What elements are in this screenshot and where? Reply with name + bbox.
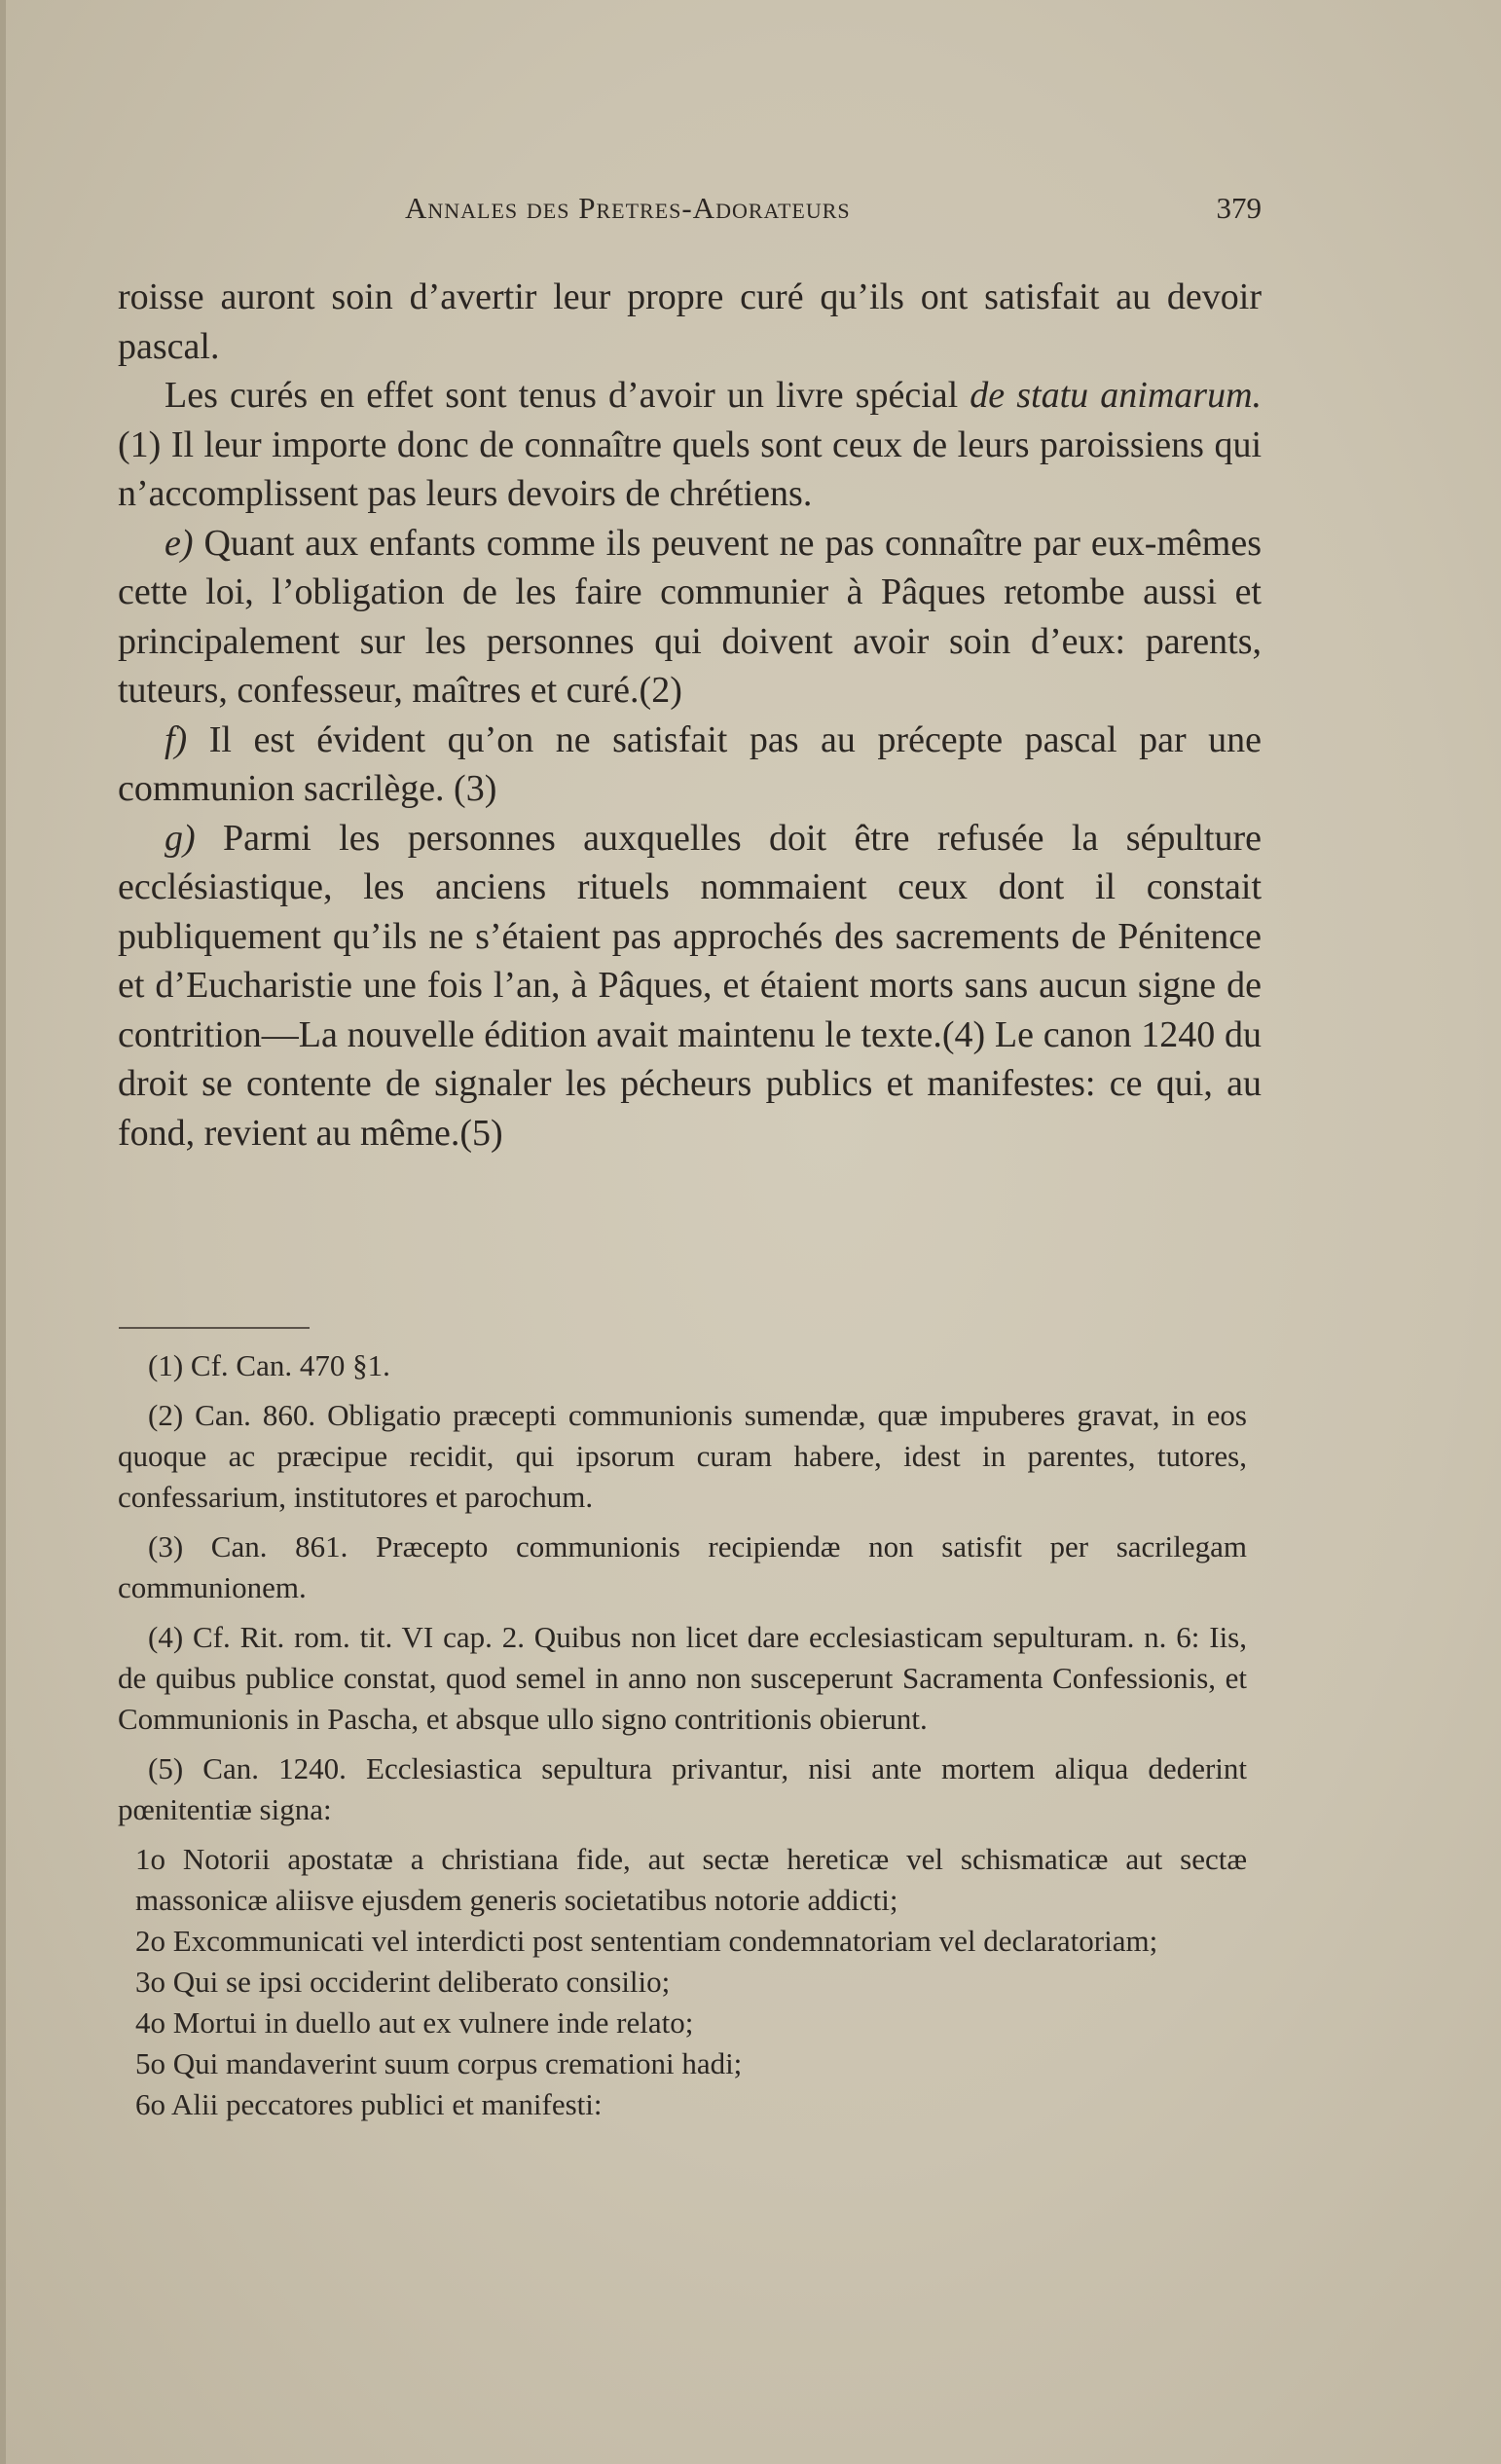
paragraph-text: Les curés en effet sont tenus d’avoir un livre spécial bbox=[165, 375, 970, 416]
paragraph-e bbox=[118, 519, 1262, 716]
footnote-list-item: 5o Qui mandaverint suum corpus cremationi hadi; bbox=[135, 2046, 743, 2080]
footnote-separator bbox=[119, 1327, 310, 1329]
latin-phrase: de statu animarum. bbox=[970, 375, 1263, 416]
footnote-4: (4) Cf. Rit. rom. tit. VI cap. 2. Quibus non licet dare ecclesiasticam sepulturam. n. 6: Iis, de quibus publice constat, quod semel in anno non susceperunt Sacramenta Confessionis, et Communionis in Pascha, et absque ullo signo contritionis obierunt. bbox=[118, 1620, 1247, 1736]
paragraph-marker: g) bbox=[165, 817, 196, 859]
main-text bbox=[118, 273, 1262, 1158]
footnote-5: (5) Can. 1240. Ecclesiastica sepultura privantur, nisi ante mortem aliqua dederint pœnitentiæ signa: bbox=[118, 1751, 1247, 1826]
paragraph-text: (1) Il leur importe donc de connaître quels sont ceux de leurs paroissiens qui n’accomplissent pas leurs devoirs de chrétiens. bbox=[118, 423, 1262, 514]
footnote-list-item: 1o Notorii apostatæ a christiana fide, aut sectæ hereticæ vel schismaticæ aut sectæ massonicæ aliisve ejusdem generis societatibus notorie addicti; bbox=[135, 1842, 1247, 1917]
footnote-list-item: 3o Qui se ipsi occiderint deliberato consilio; bbox=[135, 1965, 671, 1999]
footnote-list-item: 6o Alii peccatores publici et manifesti: bbox=[135, 2087, 603, 2121]
footnote-3: (3) Can. 861. Præcepto communionis recipiendæ non satisfit per sacrilegam communionem. bbox=[118, 1529, 1247, 1604]
page-header bbox=[118, 191, 1262, 230]
paragraph-text: Parmi les personnes auxquelles doit être refusée la sépulture ecclésiastique, les anciens rituels nommaient ceux dont il constait publiquement qu’ils ne s’étaient pas approchés des sacrements de Pénitence et d’Eucharistie une fois l’an, à Pâques, et étaient morts sans aucun signe de contrition—La nouvelle édition avait maintenu le texte.(4) Le canon 1240 du droit se contente de signaler les pécheurs publics et manifestes: ce qui, au fond, revient au même.(5) bbox=[118, 817, 1262, 1154]
running-head: Annales des Pretres-Adorateurs bbox=[405, 191, 851, 225]
paragraph-text: Quant aux enfants comme ils peuvent ne pas connaître par eux-mêmes cette loi, l’obligation de les faire communier à Pâques retombe aussi et principalement sur les personnes qui doivent avoir soin d’eux: parents, tuteurs, confesseur, maîtres et curé.(2) bbox=[118, 522, 1262, 711]
paragraph-cures bbox=[118, 371, 1262, 519]
paragraph-marker: f) bbox=[165, 718, 188, 760]
page-number: 379 bbox=[1216, 191, 1262, 225]
footnote-list-item: 2o Excommunicati vel interdicti post sententiam condemnatoriam vel declaratoriam; bbox=[135, 1924, 1158, 1958]
footnote-list-item: 4o Mortui in duello aut ex vulnere inde relato; bbox=[135, 2005, 694, 2040]
paragraph-text: Il est évident qu’on ne satisfait pas au précepte pascal par une communion sacrilège. (3) bbox=[118, 718, 1262, 809]
footnotes bbox=[118, 1345, 1247, 2125]
footnote-2: (2) Can. 860. Obligatio præcepti communionis sumendæ, quæ impuberes gravat, in eos quoque ac præcipue recidit, qui ipsorum curam habere, idest in parentes, tutores, confessarium, institutores et parochum. bbox=[118, 1398, 1247, 1514]
footnote-1: (1) Cf. Can. 470 §1. bbox=[148, 1348, 390, 1382]
paragraph-g bbox=[118, 814, 1262, 1158]
paragraph-marker: e) bbox=[165, 522, 194, 564]
paragraph-f bbox=[118, 716, 1262, 814]
paragraph-continuation: roisse auront soin d’avertir leur propre curé qu’ils ont satisfait au devoir pascal. bbox=[118, 276, 1262, 367]
